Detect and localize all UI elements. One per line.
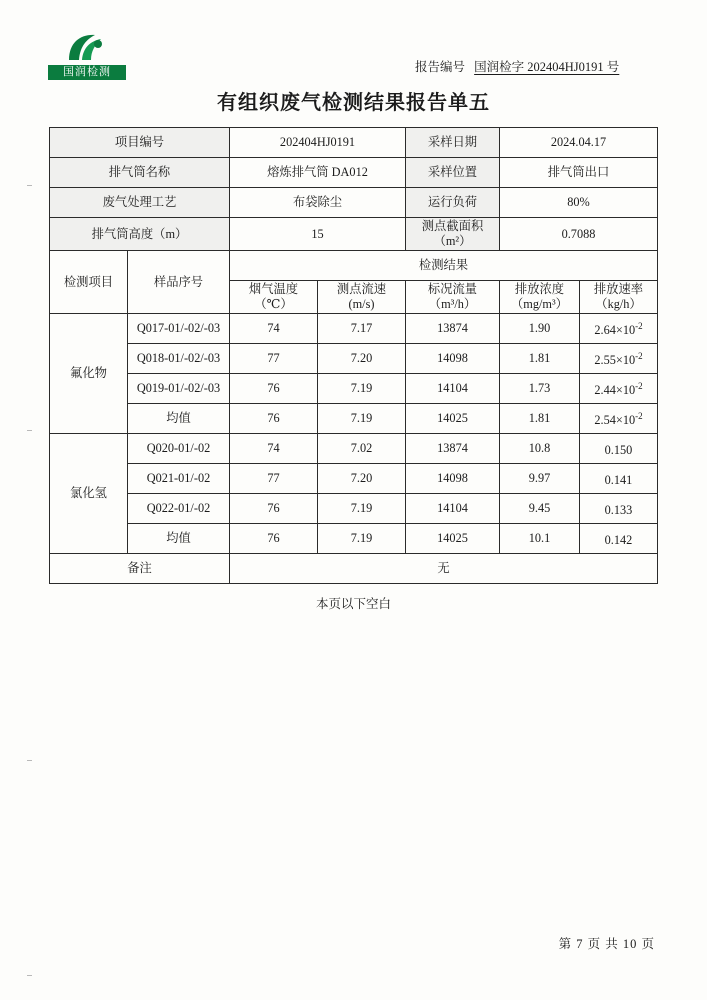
- table-row: [49, 554, 657, 584]
- result-rate: 0.141: [580, 464, 658, 494]
- company-logo: [48, 32, 126, 80]
- table-row: [49, 218, 657, 251]
- info-value-project-no: 202404HJ0191: [230, 128, 406, 158]
- result-flow: 14098: [406, 464, 500, 494]
- info-value-sample-date: 2024.04.17: [500, 128, 658, 158]
- result-concentration: 10.8: [500, 434, 580, 464]
- page-edge-mark: [27, 185, 32, 186]
- result-concentration: 1.90: [500, 314, 580, 344]
- table-row: [49, 344, 657, 374]
- result-temp: 76: [230, 404, 318, 434]
- info-value-sample-location: 排气筒出口: [500, 158, 658, 188]
- result-sample-no: 均值: [127, 404, 229, 434]
- info-label-stack-name: 排气筒名称: [49, 158, 229, 188]
- result-concentration: 9.97: [500, 464, 580, 494]
- info-value-stack-name: 熔炼排气筒 DA012: [230, 158, 406, 188]
- result-velocity: 7.17: [318, 314, 406, 344]
- result-flow: 13874: [406, 314, 500, 344]
- info-label-stack-height: 排气筒高度（m）: [49, 218, 229, 251]
- results-col-sample: 样品序号: [127, 251, 229, 314]
- table-row: [49, 251, 657, 281]
- report-number-value: 国润检字 202404HJ0191 号: [474, 60, 620, 74]
- result-sample-no: Q019-01/-02/-03: [127, 374, 229, 404]
- result-flow: 14025: [406, 524, 500, 554]
- result-temp: 77: [230, 464, 318, 494]
- result-rate: 0.150: [580, 434, 658, 464]
- table-row: [49, 524, 657, 554]
- table-row: [49, 188, 657, 218]
- result-temp: 76: [230, 524, 318, 554]
- info-label-section-area: 测点截面积（m²）: [406, 218, 500, 251]
- page-edge-mark: [27, 760, 32, 761]
- result-item-name: 氟化物: [49, 314, 127, 434]
- report-table: [49, 127, 658, 584]
- result-velocity: 7.20: [318, 344, 406, 374]
- result-temp: 76: [230, 494, 318, 524]
- result-rate: $2.54\times 10^{-2}$: [580, 404, 658, 434]
- table-row: [49, 158, 657, 188]
- report-number: [415, 57, 619, 75]
- result-sample-no: 均值: [127, 524, 229, 554]
- result-rate: $2.55\times 10^{-2}$: [580, 344, 658, 374]
- result-concentration: 9.45: [500, 494, 580, 524]
- page-header: [0, 0, 707, 78]
- info-label-sample-date: 采样日期: [406, 128, 500, 158]
- result-velocity: 7.19: [318, 404, 406, 434]
- result-sample-no: Q020-01/-02: [127, 434, 229, 464]
- table-row: [49, 404, 657, 434]
- blank-below-note: 本页以下空白: [315, 597, 391, 611]
- logo-emblem-icon: [65, 32, 109, 64]
- result-concentration: 10.1: [500, 524, 580, 554]
- results-col-flow: 标况流量 （m³/h）: [406, 281, 500, 314]
- info-label-treatment: 废气处理工艺: [49, 188, 229, 218]
- info-value-treatment: 布袋除尘: [230, 188, 406, 218]
- info-value-load: 80%: [500, 188, 658, 218]
- result-flow: 14104: [406, 494, 500, 524]
- page-title: 有组织废气检测结果报告单五: [217, 92, 490, 114]
- result-concentration: 1.73: [500, 374, 580, 404]
- remark-label: 备注: [49, 554, 229, 584]
- table-row: [49, 374, 657, 404]
- result-velocity: 7.19: [318, 524, 406, 554]
- table-row: [49, 434, 657, 464]
- result-velocity: 7.19: [318, 494, 406, 524]
- result-item-name: 氯化氢: [49, 434, 127, 554]
- result-concentration: 1.81: [500, 344, 580, 374]
- result-sample-no: Q022-01/-02: [127, 494, 229, 524]
- result-sample-no: Q018-01/-02/-03: [127, 344, 229, 374]
- logo-text: 国润检测: [48, 65, 126, 80]
- results-col-rate: 排放速率 （kg/h）: [580, 281, 658, 314]
- result-sample-no: Q017-01/-02/-03: [127, 314, 229, 344]
- remark-value: 无: [230, 554, 658, 584]
- result-rate: 0.142: [580, 524, 658, 554]
- result-flow: 13874: [406, 434, 500, 464]
- info-label-load: 运行负荷: [406, 188, 500, 218]
- result-flow: 14104: [406, 374, 500, 404]
- report-number-label: 报告编号: [415, 60, 466, 74]
- results-group-header: 检测结果: [230, 251, 658, 281]
- results-col-velocity: 测点流速 (m/s): [318, 281, 406, 314]
- info-value-stack-height: 15: [230, 218, 406, 251]
- result-flow: 14098: [406, 344, 500, 374]
- page-edge-mark: [27, 975, 32, 976]
- result-flow: 14025: [406, 404, 500, 434]
- result-temp: 74: [230, 314, 318, 344]
- page-edge-mark: [27, 430, 32, 431]
- info-label-sample-location: 采样位置: [406, 158, 500, 188]
- page-footer: 第 7 页 共 10 页: [558, 937, 655, 951]
- results-col-temp: 烟气温度 （℃）: [230, 281, 318, 314]
- result-rate: $2.44\times 10^{-2}$: [580, 374, 658, 404]
- result-concentration: 1.81: [500, 404, 580, 434]
- result-temp: 74: [230, 434, 318, 464]
- table-row: [49, 494, 657, 524]
- result-temp: 76: [230, 374, 318, 404]
- result-temp: 77: [230, 344, 318, 374]
- result-sample-no: Q021-01/-02: [127, 464, 229, 494]
- result-velocity: 7.19: [318, 374, 406, 404]
- table-row: [49, 314, 657, 344]
- info-value-section-area: 0.7088: [500, 218, 658, 251]
- result-rate: $2.64\times 10^{-2}$: [580, 314, 658, 344]
- info-label-project-no: 项目编号: [49, 128, 229, 158]
- table-row: [49, 128, 657, 158]
- result-velocity: 7.20: [318, 464, 406, 494]
- table-row: [49, 464, 657, 494]
- result-velocity: 7.02: [318, 434, 406, 464]
- result-rate: 0.133: [580, 494, 658, 524]
- results-col-item: 检测项目: [49, 251, 127, 314]
- results-col-concentration: 排放浓度 （mg/m³）: [500, 281, 580, 314]
